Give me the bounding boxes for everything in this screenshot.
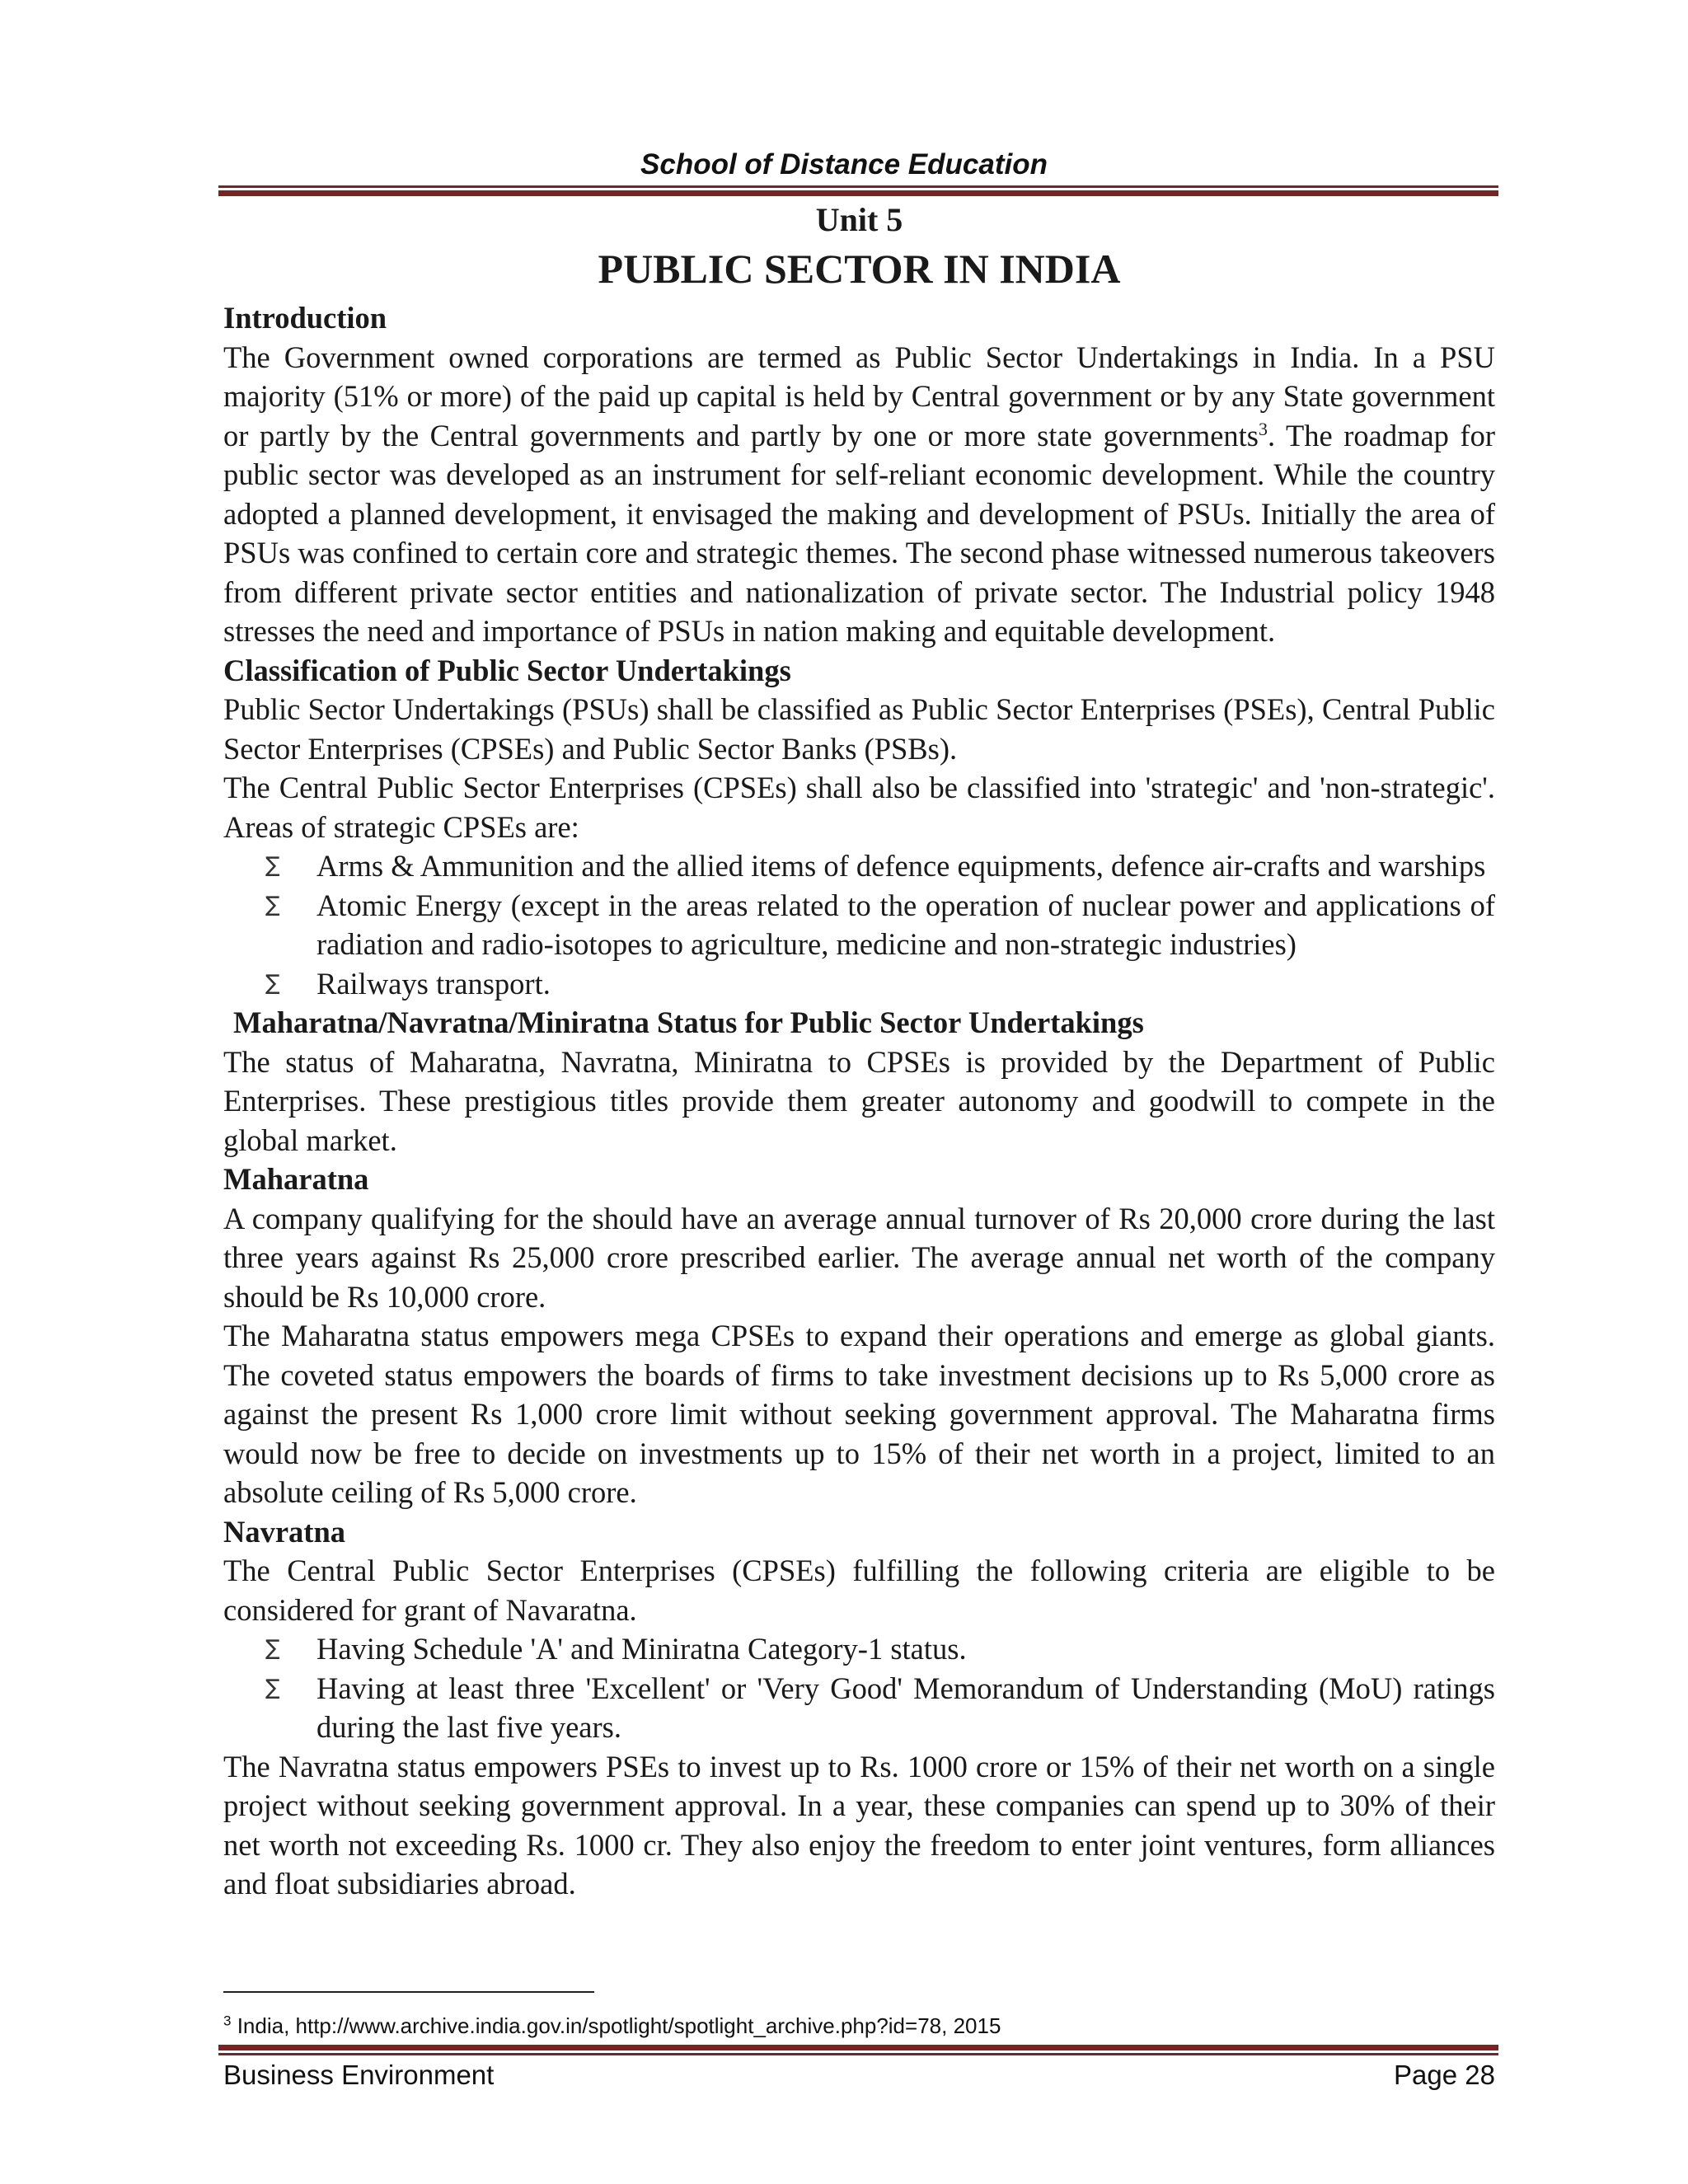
status-heading: Maharatna/Navratna/Miniratna Status for Public Sector Undertakings — [233, 1005, 1144, 1039]
maharatna-paragraph-2: The Maharatna status empowers mega CPSEs to expand their operations and emerge as global giants. The coveted status empowers the boards of firms to take investment decisions up to Rs 5,000 crore as against the present Rs 1,000 crore limit without seeking government approval. The Maharatna firms would now be free to decide on investments up to 15% of their net worth in a project, limited to an absolute ceiling of Rs 5,000 crore. — [223, 1319, 1495, 1509]
classification-paragraph-2: The Central Public Sector Enterprises (CPSEs) shall also be classified into 'strategic' and 'non-strategic'. Areas of strategic CPSEs are: — [223, 771, 1495, 844]
maharatna-heading: Maharatna — [223, 1162, 369, 1196]
classification-paragraph-1: Public Sector Undertakings (PSUs) shall be classified as Public Sector Enterprises (PSEs), Central Public Sector Enterprises (CPSEs) and Public Sector Banks (PSBs). — [223, 692, 1495, 766]
footer-page-number: Page 28 — [1394, 2060, 1495, 2090]
classification-heading: Classification of Public Sector Undertakings — [223, 653, 791, 687]
sigma-bullet-icon: ∑ — [265, 1636, 280, 1661]
footer-course-name: Business Environment — [223, 2060, 495, 2090]
list-item: ∑ Having Schedule 'A' and Miniratna Category-1 status. — [316, 1629, 1495, 1669]
page-footer — [223, 2060, 1495, 2091]
footnote-number: 3 — [223, 2013, 232, 2029]
footnote — [223, 2013, 1495, 2039]
strategic-areas-list — [223, 846, 1495, 1003]
maharatna-paragraph-1: A company qualifying for the should have an average annual turnover of Rs 20,000 crore during the last three years against Rs 25,000 crore prescribed earlier. The average annual net worth of the company should be Rs 10,000 crore. — [223, 1201, 1495, 1314]
navratna-paragraph-2: The Navratna status empowers PSEs to invest up to Rs. 1000 crore or 15% of their net worth on a single project without seeking government approval. In a year, these companies can spend up to 30% of their net worth not exceeding Rs. 1000 cr. They also enjoy the freedom to enter joint ventures, form alliances and float subsidiaries abroad. — [223, 1749, 1495, 1900]
sigma-bullet-icon: ∑ — [265, 1675, 280, 1700]
page-title: PUBLIC SECTOR IN INDIA — [598, 246, 1121, 292]
sigma-bullet-icon: ∑ — [265, 892, 280, 917]
sigma-bullet-icon: ∑ — [265, 970, 280, 996]
footnote-text[interactable]: India, http://www.archive.india.gov.in/spotlight/spotlight_archive.php?id=78, 2015 — [231, 2013, 1001, 2038]
footnote-ref[interactable]: 3 — [1259, 418, 1268, 439]
footer-rule-thin — [218, 2053, 1498, 2055]
header-rule-thick — [218, 190, 1498, 196]
sigma-bullet-icon: ∑ — [265, 853, 280, 878]
footer-rule-thick — [218, 2045, 1498, 2050]
list-item: ∑ Having at least three 'Excellent' or 'Very Good' Memorandum of Understanding (MoU) ratings during the last five years. — [316, 1669, 1495, 1747]
navratna-heading: Navratna — [223, 1514, 346, 1549]
list-item: ∑ Arms & Ammunition and the allied items of defence equipments, defence air-crafts and warships — [316, 846, 1495, 886]
footnote-separator — [223, 1991, 594, 1993]
status-paragraph: The status of Maharatna, Navratna, Miniratna to CPSEs is provided by the Department of Public Enterprises. These prestigious titles provide them greater autonomy and goodwill to compete in the global market. — [223, 1044, 1495, 1157]
list-item: ∑ Railways transport. — [316, 964, 1495, 1004]
header-title: School of Distance Education — [640, 148, 1048, 180]
header-rule-thin — [218, 185, 1498, 188]
page-content — [223, 198, 1495, 1904]
unit-label: Unit 5 — [815, 201, 903, 238]
navratna-paragraph-1: The Central Public Sector Enterprises (CPSEs) fulfilling the following criteria are eligible to be considered for grant of Navaratna. — [223, 1554, 1495, 1627]
navratna-criteria-list — [223, 1629, 1495, 1747]
intro-paragraph: The Government owned corporations are termed as Public Sector Undertakings in India. In a PSU majority (51% or more) of the paid up capital is held by Central government or by any State government or partly by the Central governments and partly by one or more state governments$^3$. The roadmap for public sector was developed as an instrument for self-reliant economic development. While the country adopted a planned development, it envisaged the making and development of PSUs. Initially the area of PSUs was confined to certain core and strategic themes. The second phase witnessed numerous takeovers from different private sector entities and nationalization of private sector. The Industrial policy 1948 stresses the need and importance of PSUs in nation making and equitable development. — [223, 340, 1495, 648]
list-item: ∑ Atomic Energy (except in the areas related to the operation of nuclear power and applications of radiation and radio-isotopes to agriculture, medicine and non-strategic industries) — [316, 886, 1495, 964]
intro-heading: Introduction — [223, 301, 387, 335]
